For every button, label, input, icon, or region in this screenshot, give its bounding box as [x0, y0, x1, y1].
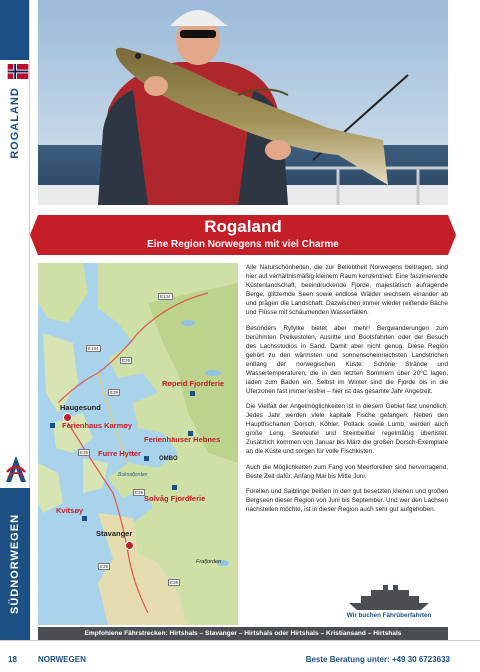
norway-flag-icon	[7, 64, 29, 79]
ferry-icon	[345, 585, 433, 611]
footer-country: NORWEGEN	[38, 655, 86, 664]
page-title: Rogaland	[204, 217, 282, 236]
footer-contact: Beste Beratung unter: +49 30 6723633	[305, 655, 450, 664]
map-label-ombo: OMBO	[159, 456, 178, 462]
road-badge: E134	[160, 294, 171, 299]
section-vertical-text: SÜDNORWEGEN	[9, 513, 21, 615]
body-paragraph: Forellen und Saiblinge beißen in den gut besetzten kleinen und großen Bergseen dieser Region von Juni bis September. Und wer den Lachsen nachstellen möchte, ist in dieser Region auch sehr gut aufgehoben.	[246, 488, 448, 513]
house-marker-karmoy	[50, 423, 55, 428]
spine-top-block	[0, 0, 30, 60]
recommended-ferry-routes: Empfohlene Fährstrecken: Hirtshals – Stavanger – Hirtshals oder Hirtshals – Kristiansand – Hirtshals	[38, 627, 448, 640]
house-marker-rovde	[190, 391, 195, 396]
ferry-booking-box	[345, 585, 433, 625]
road-badge: E39	[80, 450, 89, 455]
region-vertical-label	[4, 85, 26, 160]
body-text-column	[246, 263, 448, 521]
map-label-rovde: Røpeid Fjordferie	[162, 379, 225, 388]
footer-divider	[0, 640, 480, 641]
page-number: 18	[8, 655, 17, 664]
body-paragraph: Alle Naturschönheiten, die zur Beliebtheit Norwegens beitragen, sind hier auf verhältnismäßig kleinem Raum konzentriert: Eine faszinierende Küstenlandschaft, beeindruckende Fjorde, majestätisch aufragende Berge, glitzernde Seen sowie endlose Wälder wechseln einander ab und prägen die Landschaft. Dazwischen immer wieder reißende Bäche und Flüsse mit schäumenden Wasserfällen.	[246, 264, 448, 316]
road-badge: E39	[122, 358, 131, 363]
region-map	[38, 263, 238, 625]
map-label-furre: Furre Hytter	[98, 449, 141, 458]
banner-right-notch	[448, 215, 456, 255]
map-terrain	[38, 263, 238, 625]
map-label-stavanger: Stavanger	[96, 529, 133, 538]
map-label-hebnes: Ferienhäuser Hebnes	[144, 435, 221, 444]
map-label-solvag: Solvåg Fjordferie	[144, 494, 206, 503]
map-label-karmoy: Ferienhaus Karmøy	[62, 421, 133, 430]
city-marker-stavanger	[125, 541, 134, 550]
region-vertical-text: ROGALAND	[9, 86, 21, 159]
body-paragraph: Die Vielfalt der Angelmöglichkeiten ist in diesem Gebiet fast unendlich. Jedes Jahr werden viele kapitale Fische gefangen. Neben den Hauptfischarten Dorsch, Köhler, Pollack sowie Lumb, werden auch große Leng, Seeteufel und Steinbeißer regelmäßig überlistet. Zusätzlich kommen von Januar bis März die großen Dorsch-Exemplare an die Küste und sorgen für volle Fischkisten.	[246, 403, 448, 455]
hero-photo-angler-with-cod	[38, 0, 448, 205]
map-label-kvitsoy: Kvitsøy	[56, 506, 84, 515]
road-badge: E39	[170, 580, 179, 585]
title-banner	[38, 215, 448, 255]
ferry-caption: Wir buchen Fährüberfahrten	[346, 612, 432, 619]
road-badge: E134	[88, 346, 99, 351]
map-label-boknafjorden: Boknafjorden	[118, 472, 148, 478]
map-label-frafjord: Frafjorden	[196, 559, 222, 565]
house-marker-kvitsoy	[82, 516, 87, 521]
brand-logo-icon	[4, 454, 28, 484]
section-vertical-label	[0, 488, 30, 640]
body-paragraph: Besonders Ryfylke bietet aber mehr! Bergwanderungen zum berühmten Preikestolen, Ausritte und Bootsfahrten oder der Besuch des Lachsstudios in Sand. Damit aber nicht genug. Diese Region gehört zu den wärmsten und sonnenscheinreichsten Landstrichen entlang der norwegischen Küste. Schöne Strände und Wassertemperaturen, die in den letzten Sommern über 20°C lagen, laden zum Baden ein. Selbst im Winter sind die Fjorde bis in die Uferzonen fast immer eisfrei – hier ist das gesamte Jahr Angelzeit.	[246, 324, 448, 395]
page-subtitle: Eine Region Norwegens mit viel Charme	[147, 239, 339, 250]
road-badge: E39	[135, 490, 144, 495]
body-paragraph: Auch die Möglichkeiten zum Fang von Meerforellen sind hervorragend. Beste Zeit dafür: Anfang Mai bis Mitte Juni.	[246, 463, 448, 480]
house-marker-solvag	[172, 485, 177, 490]
house-marker-furre	[144, 456, 149, 461]
road-badge: E39	[110, 390, 119, 395]
banner-left-notch	[30, 215, 38, 255]
road-badge: E39	[100, 564, 109, 569]
map-label-haugesund: Haugesund	[60, 403, 101, 412]
